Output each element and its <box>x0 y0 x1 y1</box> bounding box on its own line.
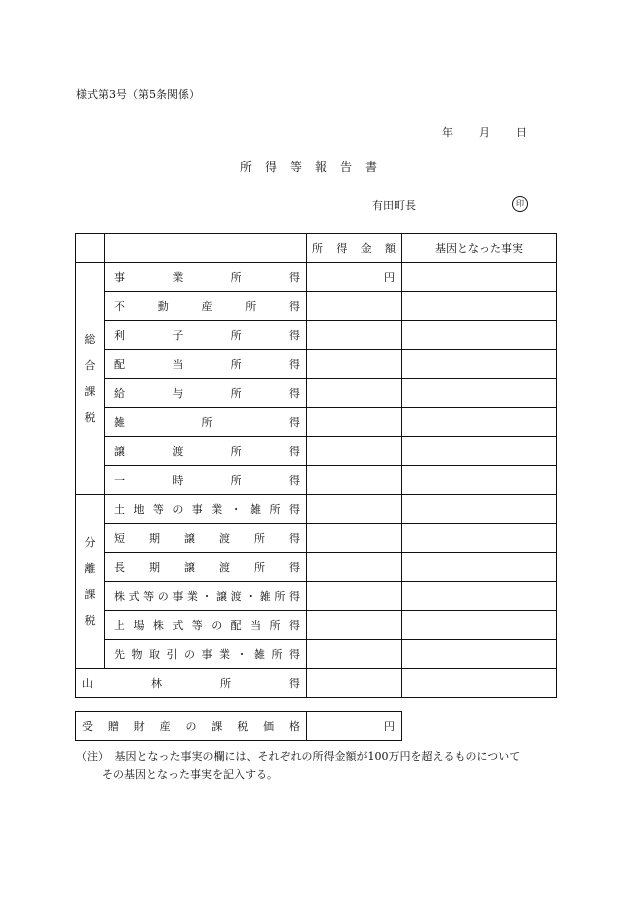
amount-cell[interactable] <box>307 524 402 553</box>
date-year-label: 年 <box>442 126 453 139</box>
table-row <box>76 437 557 466</box>
table-row <box>76 379 557 408</box>
amount-cell[interactable] <box>307 292 402 321</box>
income-type-label: 譲 渡 所 得 <box>105 437 307 466</box>
table-row <box>76 350 557 379</box>
amount-cell[interactable] <box>307 263 402 292</box>
income-type-label: 不 動 産 所 得 <box>105 292 307 321</box>
group-label-cell <box>76 495 105 669</box>
group-label: 分 離 課 税 <box>84 535 96 627</box>
table-row <box>76 524 557 553</box>
note-line-2: その基因となった事実を記入する。 <box>102 768 278 781</box>
income-type-label: 配 当 所 得 <box>105 350 307 379</box>
basis-cell[interactable] <box>402 292 557 321</box>
amount-cell[interactable] <box>307 466 402 495</box>
table-row <box>76 292 557 321</box>
document-title: 所得等報告書 <box>240 160 391 174</box>
amount-cell[interactable] <box>307 350 402 379</box>
table-row <box>76 408 557 437</box>
forest-income-label: 山 林 所 得 <box>76 669 307 698</box>
table-row <box>76 611 557 640</box>
income-type-label: 事 業 所 得 <box>105 263 307 292</box>
basis-cell[interactable] <box>402 379 557 408</box>
basis-cell[interactable] <box>402 669 557 698</box>
basis-cell[interactable] <box>402 582 557 611</box>
income-table <box>75 233 557 698</box>
income-type-label: 短 期 譲 渡 所 得 <box>105 524 307 553</box>
basis-cell[interactable] <box>402 524 557 553</box>
table-row <box>76 495 557 524</box>
basis-cell[interactable] <box>402 408 557 437</box>
amount-cell[interactable] <box>307 582 402 611</box>
amount-cell[interactable] <box>307 321 402 350</box>
income-type-label: 給 与 所 得 <box>105 379 307 408</box>
gift-tax-table <box>75 711 402 741</box>
gift-tax-label: 受 贈 財 産 の 課 税 価 格 <box>76 712 307 741</box>
date-month-label: 月 <box>479 126 490 139</box>
income-type-label: 長 期 譲 渡 所 得 <box>105 553 307 582</box>
basis-cell[interactable] <box>402 437 557 466</box>
forest-income-row <box>76 669 557 698</box>
date-day-label: 日 <box>516 126 527 139</box>
income-type-label: 一 時 所 得 <box>105 466 307 495</box>
amount-cell[interactable] <box>307 611 402 640</box>
note-line-1: （注） 基因となった事実の欄には、それぞれの所得金額が100万円を超えるものについて <box>76 750 521 763</box>
yen-unit: 円 <box>384 720 395 733</box>
addressee: 有田町長 <box>372 199 416 212</box>
basis-cell[interactable] <box>402 640 557 669</box>
header-basis: 基因となった事実 <box>402 234 557 263</box>
amount-cell[interactable] <box>307 640 402 669</box>
table-header-row <box>76 234 557 263</box>
yen-unit: 円 <box>384 271 395 284</box>
header-income-amount: 所 得 金 額 <box>307 234 402 263</box>
note <box>76 748 556 784</box>
amount-cell[interactable] <box>307 408 402 437</box>
table-row <box>76 582 557 611</box>
amount-cell[interactable] <box>307 495 402 524</box>
basis-cell[interactable] <box>402 466 557 495</box>
amount-cell[interactable] <box>307 553 402 582</box>
basis-cell[interactable] <box>402 611 557 640</box>
amount-cell[interactable] <box>307 437 402 466</box>
amount-cell[interactable] <box>307 669 402 698</box>
income-type-label: 株 式 等 の 事 業 ・ 譲 渡 ・ 雑 所 得 <box>105 582 307 611</box>
date-line <box>442 124 527 140</box>
table-row <box>76 466 557 495</box>
basis-cell[interactable] <box>402 321 557 350</box>
basis-cell[interactable] <box>402 553 557 582</box>
form-number: 様式第3号（第5条関係） <box>76 88 200 101</box>
basis-cell[interactable] <box>402 350 557 379</box>
group-label: 総 合 課 税 <box>84 332 96 424</box>
income-type-label: 雑 所 得 <box>105 408 307 437</box>
table-row <box>76 321 557 350</box>
table-row <box>76 553 557 582</box>
seal-mark: 印 <box>512 196 528 212</box>
header-item-cell <box>105 234 307 263</box>
header-corner-cell <box>76 234 105 263</box>
table-row <box>76 640 557 669</box>
gift-tax-amount[interactable] <box>307 712 402 741</box>
income-type-label: 上 場 株 式 等 の 配 当 所 得 <box>105 611 307 640</box>
group-label-cell <box>76 263 105 495</box>
income-type-label: 先 物 取 引 の 事 業 ・ 雑 所 得 <box>105 640 307 669</box>
income-type-label: 土 地 等 の 事 業 ・ 雑 所 得 <box>105 495 307 524</box>
amount-cell[interactable] <box>307 379 402 408</box>
table-row <box>76 263 557 292</box>
income-type-label: 利 子 所 得 <box>105 321 307 350</box>
basis-cell[interactable] <box>402 495 557 524</box>
basis-cell[interactable] <box>402 263 557 292</box>
